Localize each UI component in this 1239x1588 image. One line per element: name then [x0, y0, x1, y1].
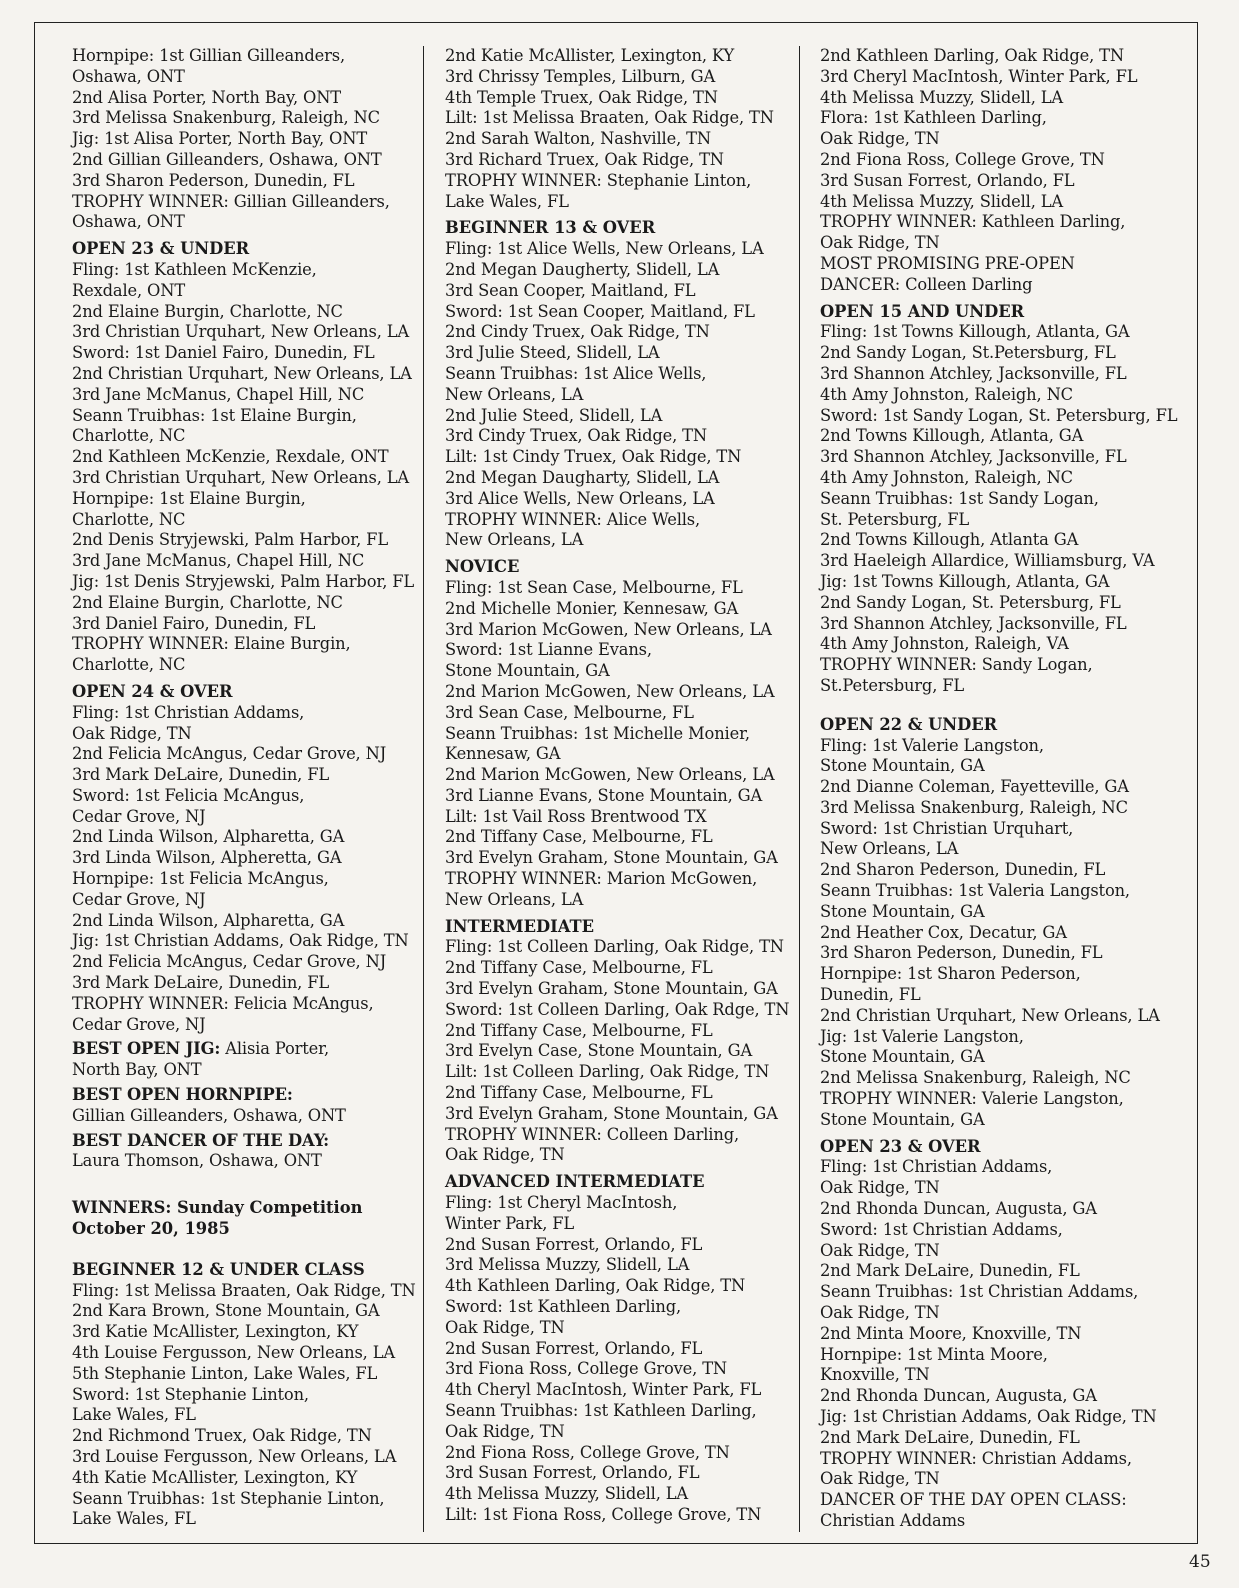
- result-line: Sword: 1st Stephanie Linton,: [72, 1384, 309, 1404]
- result-line: Cedar Grove, NJ: [72, 806, 206, 826]
- result-line: 2nd Tiffany Case, Melbourne, FL: [445, 827, 713, 847]
- result-line: Flora: 1st Kathleen Darling,: [820, 108, 1047, 128]
- result-line: DANCER: Colleen Darling: [820, 274, 1033, 294]
- result-line: [72, 1039, 422, 1060]
- result-line: Hornpipe: 1st Elaine Burgin,: [72, 488, 306, 508]
- result-line: 2nd Christian Urquhart, New Orleans, LA: [820, 1005, 1160, 1025]
- result-line: Sword: 1st Christian Addams,: [820, 1219, 1063, 1239]
- result-line: TROPHY WINNER: Gillian Gilleanders,: [72, 191, 390, 211]
- result-line: 2nd Towns Killough, Atlanta GA: [820, 530, 1079, 550]
- result-line: Fling: 1st Towns Killough, Atlanta, GA: [820, 322, 1130, 342]
- result-line: Jig: 1st Denis Stryjewski, Palm Harbor, FL: [72, 571, 415, 591]
- result-line: 3rd Cindy Truex, Oak Ridge, TN: [445, 426, 707, 446]
- result-line: Christian Addams: [820, 1510, 966, 1530]
- result-line: Fling: 1st Melissa Braaten, Oak Ridge, TN: [72, 1280, 416, 1300]
- result-line: 4th Kathleen Darling, Oak Ridge, TN: [445, 1276, 746, 1296]
- page-number: 45: [1189, 1552, 1211, 1572]
- result-line: 4th Katie McAllister, Lexington, KY: [72, 1467, 358, 1487]
- result-line: Stone Mountain, GA: [820, 756, 985, 776]
- result-line: 5th Stephanie Linton, Lake Wales, FL: [72, 1363, 378, 1383]
- result-line: 2nd Rhonda Duncan, Augusta, GA: [820, 1386, 1097, 1406]
- column-divider: [799, 46, 800, 1532]
- result-line: 2nd Gillian Gilleanders, Oshawa, ONT: [72, 149, 382, 169]
- result-line: 4th Melissa Muzzy, Slidell, LA: [445, 1484, 689, 1504]
- section-heading: NOVICE: [445, 557, 520, 577]
- result-line: 2nd Tiffany Case, Melbourne, FL: [445, 1083, 713, 1103]
- result-line: Dunedin, FL: [820, 985, 921, 1005]
- result-line: DANCER OF THE DAY OPEN CLASS:: [820, 1490, 1127, 1510]
- result-line: Seann Truibhas: 1st Sandy Logan,: [820, 488, 1099, 508]
- result-line: 3rd Jane McManus, Chapel Hill, NC: [72, 384, 365, 404]
- result-line: 3rd Jane McManus, Chapel Hill, NC: [72, 551, 365, 571]
- result-line: Oshawa, ONT: [72, 212, 185, 232]
- section-heading: ADVANCED INTERMEDIATE: [445, 1172, 705, 1192]
- award-label: BEST OPEN HORNPIPE:: [72, 1085, 293, 1105]
- result-line: Fling: 1st Sean Case, Melbourne, FL: [445, 577, 743, 597]
- result-line: 2nd Kathleen McKenzie, Rexdale, ONT: [72, 447, 389, 467]
- column-divider: [423, 46, 424, 1532]
- result-line: Lake Wales, FL: [445, 191, 569, 211]
- result-line: TROPHY WINNER: Stephanie Linton,: [445, 170, 752, 190]
- result-line: 3rd Haeleigh Allardice, Williamsburg, VA: [820, 551, 1155, 571]
- result-line: 2nd Minta Moore, Knoxville, TN: [820, 1323, 1082, 1343]
- result-line: Sword: 1st Sean Cooper, Maitland, FL: [445, 301, 755, 321]
- section-heading: OPEN 23 & OVER: [820, 1136, 981, 1156]
- result-line: Oshawa, ONT: [72, 66, 185, 86]
- result-line: Sword: 1st Felicia McAngus,: [72, 785, 305, 805]
- result-line: 3rd Sharon Pederson, Dunedin, FL: [72, 170, 355, 190]
- result-line: TROPHY WINNER: Alice Wells,: [445, 509, 701, 529]
- result-line: Jig: 1st Towns Killough, Atlanta, GA: [820, 571, 1110, 591]
- result-line: 3rd Lianne Evans, Stone Mountain, GA: [445, 785, 763, 805]
- result-line: 3rd Christian Urquhart, New Orleans, LA: [72, 467, 410, 487]
- result-line: Oak Ridge, TN: [820, 129, 940, 149]
- result-line: 2nd Susan Forrest, Orlando, FL: [445, 1338, 703, 1358]
- result-line: Fling: 1st Christian Addams,: [72, 702, 305, 722]
- result-line: Lilt: 1st Melissa Braaten, Oak Ridge, TN: [445, 108, 774, 128]
- result-line: Fling: 1st Kathleen McKenzie,: [72, 259, 317, 279]
- result-line: 2nd Kara Brown, Stone Mountain, GA: [72, 1301, 380, 1321]
- result-line: 2nd Tiffany Case, Melbourne, FL: [445, 958, 713, 978]
- result-line: Rexdale, ONT: [72, 280, 186, 300]
- result-line: 2nd Megan Daugharty, Slidell, LA: [445, 467, 720, 487]
- result-line: TROPHY WINNER: Kathleen Darling,: [820, 212, 1126, 232]
- result-line: 3rd Sean Case, Melbourne, FL: [445, 702, 694, 722]
- result-line: 2nd Alisa Porter, North Bay, ONT: [72, 87, 341, 107]
- result-line: Oak Ridge, TN: [820, 1303, 940, 1323]
- result-line: 2nd Megan Daugherty, Slidell, LA: [445, 259, 720, 279]
- result-line: 3rd Alice Wells, New Orleans, LA: [445, 488, 715, 508]
- result-line: 3rd Louise Fergusson, New Orleans, LA: [72, 1447, 397, 1466]
- result-line: 2nd Katie McAllister, Lexington, KY: [445, 46, 735, 65]
- result-line: 3rd Susan Forrest, Orlando, FL: [445, 1463, 700, 1483]
- result-line: 3rd Shannon Atchley, Jacksonville, FL: [820, 363, 1127, 383]
- result-line: Oak Ridge, TN: [445, 1145, 565, 1165]
- result-line: 3rd Shannon Atchley, Jacksonville, FL: [820, 447, 1127, 467]
- result-line: Oak Ridge, TN: [820, 1178, 940, 1198]
- result-line: Charlotte, NC: [72, 655, 186, 675]
- results-column-1: [72, 46, 422, 1530]
- result-line: Seann Truibhas: 1st Stephanie Linton,: [72, 1488, 385, 1508]
- result-line: 4th Cheryl MacIntosh, Winter Park, FL: [445, 1380, 762, 1400]
- result-line: 3rd Christian Urquhart, New Orleans, LA: [72, 322, 410, 342]
- result-line: 2nd Cindy Truex, Oak Ridge, TN: [445, 322, 710, 342]
- result-line: TROPHY WINNER: Elaine Burgin,: [72, 634, 351, 654]
- result-line: Fling: 1st Christian Addams,: [820, 1157, 1053, 1177]
- result-line: Lilt: 1st Colleen Darling, Oak Ridge, TN: [445, 1062, 770, 1082]
- result-line: 2nd Julie Steed, Slidell, LA: [445, 405, 663, 425]
- result-line: Sword: 1st Sandy Logan, St. Petersburg, FL: [820, 405, 1178, 425]
- result-line: 3rd Melissa Snakenburg, Raleigh, NC: [820, 797, 1128, 817]
- result-line: 3rd Evelyn Graham, Stone Mountain, GA: [445, 979, 778, 999]
- result-line: Jig: 1st Christian Addams, Oak Ridge, TN: [72, 931, 409, 951]
- section-heading: October 20, 1985: [72, 1219, 230, 1239]
- result-line: Seann Truibhas: 1st Michelle Monier,: [445, 723, 750, 743]
- result-line: 4th Amy Johnston, Raleigh, VA: [820, 634, 1069, 654]
- result-line: 2nd Mark DeLaire, Dunedin, FL: [820, 1427, 1080, 1447]
- result-line: 2nd Towns Killough, Atlanta, GA: [820, 426, 1084, 446]
- result-line: [72, 1085, 422, 1106]
- result-line: 3rd Evelyn Graham, Stone Mountain, GA: [445, 848, 778, 868]
- result-line: Sword: 1st Daniel Fairo, Dunedin, FL: [72, 343, 375, 363]
- result-line: 2nd Rhonda Duncan, Augusta, GA: [820, 1199, 1097, 1219]
- section-heading: BEGINNER 12 & UNDER CLASS: [72, 1259, 365, 1279]
- result-line: TROPHY WINNER: Christian Addams,: [820, 1448, 1132, 1468]
- result-line: 2nd Sharon Pederson, Dunedin, FL: [820, 860, 1106, 880]
- result-line: Hornpipe: 1st Felicia McAngus,: [72, 869, 329, 889]
- result-line: 3rd Cheryl MacIntosh, Winter Park, FL: [820, 66, 1138, 86]
- result-line: Winter Park, FL: [445, 1213, 575, 1233]
- result-line: 2nd Marion McGowen, New Orleans, LA: [445, 765, 775, 785]
- result-line: Charlotte, NC: [72, 509, 186, 529]
- result-line: 4th Amy Johnston, Raleigh, NC: [820, 467, 1073, 487]
- result-line: 2nd Melissa Snakenburg, Raleigh, NC: [820, 1068, 1131, 1088]
- result-line: Hornpipe: 1st Gillian Gilleanders,: [72, 46, 345, 65]
- result-line: 2nd Susan Forrest, Orlando, FL: [445, 1234, 703, 1254]
- result-line: 3rd Evelyn Case, Stone Mountain, GA: [445, 1041, 753, 1061]
- result-line: 2nd Elaine Burgin, Charlotte, NC: [72, 301, 343, 321]
- spacer: [72, 1240, 422, 1260]
- result-line: Oak Ridge, TN: [820, 1240, 940, 1260]
- result-line: 4th Louise Fergusson, New Orleans, LA: [72, 1343, 396, 1363]
- result-line: Cedar Grove, NJ: [72, 1014, 206, 1034]
- result-line: Oak Ridge, TN: [820, 233, 940, 253]
- result-line: 3rd Richard Truex, Oak Ridge, TN: [445, 149, 724, 169]
- result-line: 3rd Evelyn Graham, Stone Mountain, GA: [445, 1103, 778, 1123]
- result-line: 2nd Heather Cox, Decatur, GA: [820, 922, 1067, 942]
- result-line: 2nd Denis Stryjewski, Palm Harbor, FL: [72, 530, 388, 550]
- result-line: Fling: 1st Cheryl MacIntosh,: [445, 1193, 678, 1213]
- result-line: 3rd Mark DeLaire, Dunedin, FL: [72, 765, 330, 785]
- section-heading: WINNERS: Sunday Competition: [72, 1198, 363, 1218]
- result-line: Sword: 1st Colleen Darling, Oak Rdge, TN: [445, 999, 790, 1019]
- result-line: 2nd Marion McGowen, New Orleans, LA: [445, 681, 775, 701]
- result-line: Oak Ridge, TN: [445, 1317, 565, 1337]
- result-line: Seann Truibhas: 1st Christian Addams,: [820, 1282, 1139, 1302]
- result-line: Seann Truibhas: 1st Valeria Langston,: [820, 881, 1130, 901]
- result-line: Stone Mountain, GA: [445, 661, 610, 681]
- result-line: 3rd Shannon Atchley, Jacksonville, FL: [820, 613, 1127, 633]
- result-line: Oak Ridge, TN: [72, 723, 192, 743]
- result-line: TROPHY WINNER: Felicia McAngus,: [72, 993, 374, 1013]
- result-line: 3rd Daniel Fairo, Dunedin, FL: [72, 613, 316, 633]
- award-label: BEST OPEN JIG:: [72, 1039, 221, 1059]
- result-line: 4th Amy Johnston, Raleigh, NC: [820, 384, 1073, 404]
- result-line: Stone Mountain, GA: [820, 1047, 985, 1067]
- result-line: 2nd Kathleen Darling, Oak Ridge, TN: [820, 46, 1124, 65]
- result-line: Sword: 1st Christian Urquhart,: [820, 818, 1074, 838]
- result-line: 4th Melissa Muzzy, Slidell, LA: [820, 87, 1064, 107]
- result-line: TROPHY WINNER: Valerie Langston,: [820, 1089, 1124, 1109]
- result-line: Sword: 1st Lianne Evans,: [445, 640, 652, 660]
- result-line: Stone Mountain, GA: [820, 901, 985, 921]
- result-line: Lake Wales, FL: [72, 1405, 196, 1425]
- result-line: 2nd Fiona Ross, College Grove, TN: [820, 149, 1105, 169]
- section-heading: OPEN 15 AND UNDER: [820, 301, 1025, 321]
- section-heading: OPEN 23 & UNDER: [72, 239, 250, 259]
- spacer: [72, 1172, 422, 1192]
- result-line: TROPHY WINNER: Colleen Darling,: [445, 1124, 740, 1144]
- result-line: 2nd Sandy Logan, St.Petersburg, FL: [820, 343, 1116, 363]
- result-line: New Orleans, LA: [445, 530, 584, 550]
- section-heading: OPEN 22 & UNDER: [820, 714, 998, 734]
- result-line: 2nd Michelle Monier, Kennesaw, GA: [445, 598, 739, 618]
- result-line: Jig: 1st Valerie Langston,: [820, 1026, 1024, 1046]
- result-line: New Orleans, LA: [445, 384, 584, 404]
- result-line: 4th Temple Truex, Oak Ridge, TN: [445, 87, 718, 107]
- result-line: 3rd Marion McGowen, New Orleans, LA: [445, 619, 772, 639]
- result-line: 4th Melissa Muzzy, Slidell, LA: [820, 191, 1064, 211]
- result-line: 2nd Sandy Logan, St. Petersburg, FL: [820, 592, 1121, 612]
- result-line: New Orleans, LA: [820, 839, 959, 859]
- result-line: Seann Truibhas: 1st Alice Wells,: [445, 363, 707, 383]
- result-line: 2nd Felicia McAngus, Cedar Grove, NJ: [72, 952, 387, 972]
- award-label: BEST DANCER OF THE DAY:: [72, 1130, 330, 1150]
- result-line: Hornpipe: 1st Sharon Pederson,: [820, 964, 1081, 984]
- result-line: 3rd Linda Wilson, Alpheretta, GA: [72, 848, 342, 868]
- result-line: 2nd Mark DeLaire, Dunedin, FL: [820, 1261, 1080, 1281]
- result-line: 3rd Susan Forrest, Orlando, FL: [820, 170, 1075, 190]
- result-line: Hornpipe: 1st Minta Moore,: [820, 1344, 1048, 1364]
- result-line: 2nd Sarah Walton, Nashville, TN: [445, 129, 711, 149]
- spacer: [820, 697, 1160, 709]
- result-line: 3rd Chrissy Temples, Lilburn, GA: [445, 66, 716, 86]
- results-column-2: [445, 46, 790, 1526]
- result-line: TROPHY WINNER: Marion McGowen,: [445, 869, 758, 889]
- result-line: 3rd Julie Steed, Slidell, LA: [445, 343, 660, 363]
- section-heading: OPEN 24 & OVER: [72, 681, 233, 701]
- result-line: Kennesaw, GA: [445, 744, 561, 764]
- result-line: 3rd Sean Cooper, Maitland, FL: [445, 280, 696, 300]
- result-line: Jig: 1st Alisa Porter, North Bay, ONT: [72, 129, 368, 149]
- result-line: North Bay, ONT: [72, 1060, 202, 1080]
- result-line: Fling: 1st Colleen Darling, Oak Ridge, TN: [445, 937, 784, 957]
- result-line: 2nd Tiffany Case, Melbourne, FL: [445, 1020, 713, 1040]
- result-line: Oak Ridge, TN: [445, 1421, 565, 1441]
- result-line: Fling: 1st Valerie Langston,: [820, 735, 1044, 755]
- result-line: 2nd Linda Wilson, Alpharetta, GA: [72, 910, 345, 930]
- result-line: Lake Wales, FL: [72, 1509, 196, 1529]
- result-line: Knoxville, TN: [820, 1365, 930, 1385]
- result-line: Seann Truibhas: 1st Kathleen Darling,: [445, 1401, 757, 1420]
- result-line: 3rd Sharon Pederson, Dunedin, FL: [820, 943, 1103, 963]
- result-line: Cedar Grove, NJ: [72, 889, 206, 909]
- result-line: 2nd Christian Urquhart, New Orleans, LA: [72, 363, 412, 383]
- result-line: Lilt: 1st Vail Ross Brentwood TX: [445, 806, 707, 826]
- result-line: Stone Mountain, GA: [820, 1109, 985, 1129]
- result-line: St. Petersburg, FL: [820, 509, 970, 529]
- section-heading: BEGINNER 13 & OVER: [445, 218, 656, 238]
- result-line: 2nd Dianne Coleman, Fayetteville, GA: [820, 777, 1129, 797]
- result-line: TROPHY WINNER: Sandy Logan,: [820, 655, 1093, 675]
- result-line: Jig: 1st Christian Addams, Oak Ridge, TN: [820, 1407, 1157, 1426]
- result-line: St.Petersburg, FL: [820, 675, 965, 695]
- result-line: Fling: 1st Alice Wells, New Orleans, LA: [445, 239, 764, 259]
- result-line: 2nd Richmond Truex, Oak Ridge, TN: [72, 1426, 372, 1446]
- result-line: Seann Truibhas: 1st Elaine Burgin,: [72, 405, 357, 425]
- result-line: 2nd Linda Wilson, Alpharetta, GA: [72, 827, 345, 847]
- result-line: 3rd Katie McAllister, Lexington, KY: [72, 1322, 359, 1342]
- result-line: 3rd Melissa Snakenburg, Raleigh, NC: [72, 108, 380, 128]
- results-column-3: [820, 46, 1178, 1532]
- award-recipient: Alisia Porter,: [220, 1039, 330, 1059]
- result-line: Laura Thomson, Oshawa, ONT: [72, 1151, 322, 1171]
- result-line: 2nd Elaine Burgin, Charlotte, NC: [72, 592, 343, 612]
- result-line: 2nd Felicia McAngus, Cedar Grove, NJ: [72, 744, 387, 764]
- result-line: MOST PROMISING PRE-OPEN: [820, 253, 1075, 273]
- result-line: Oak Ridge, TN: [820, 1469, 940, 1489]
- result-line: 2nd Fiona Ross, College Grove, TN: [445, 1442, 730, 1462]
- result-line: Lilt: 1st Cindy Truex, Oak Ridge, TN: [445, 447, 742, 467]
- result-line: 3rd Fiona Ross, College Grove, TN: [445, 1359, 728, 1379]
- result-line: Charlotte, NC: [72, 426, 186, 446]
- result-line: 3rd Melissa Muzzy, Slidell, LA: [445, 1255, 690, 1275]
- result-line: 3rd Mark DeLaire, Dunedin, FL: [72, 973, 330, 993]
- result-line: [72, 1131, 422, 1152]
- result-line: Lilt: 1st Fiona Ross, College Grove, TN: [445, 1504, 762, 1524]
- section-heading: INTERMEDIATE: [445, 916, 594, 936]
- result-line: Sword: 1st Kathleen Darling,: [445, 1297, 682, 1317]
- result-line: New Orleans, LA: [445, 889, 584, 909]
- result-line: Gillian Gilleanders, Oshawa, ONT: [72, 1105, 346, 1125]
